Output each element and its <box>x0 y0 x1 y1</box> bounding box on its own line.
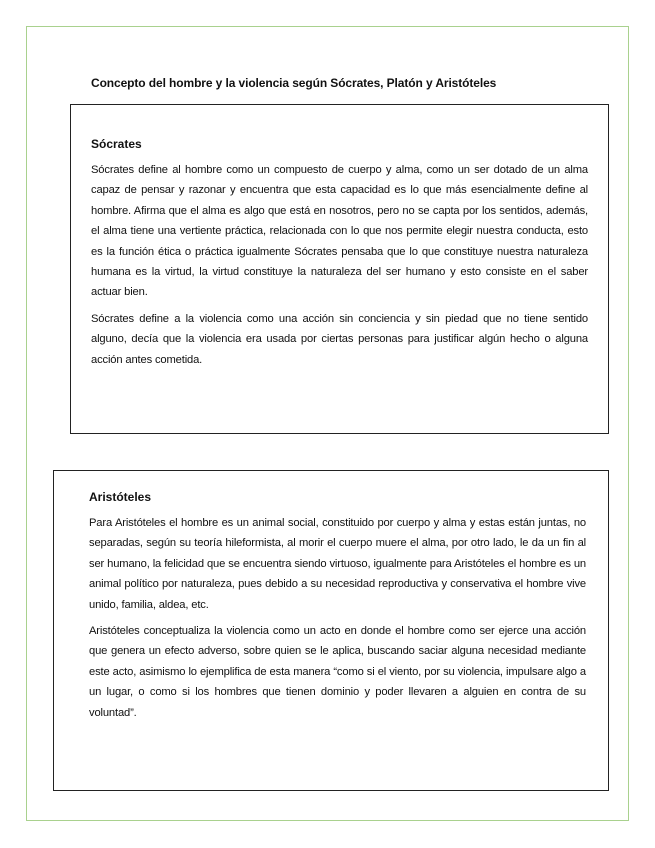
socrates-paragraph-2: Sócrates define a la violencia como una acción sin conciencia y sin piedad que no tiene sentido alguno, decía que la violencia era usada por ciertas personas para justificar algún hecho o alguna acción antes cometida. <box>91 312 588 366</box>
socrates-heading: Sócrates <box>91 137 142 151</box>
socrates-section <box>70 104 609 434</box>
aristoteles-heading: Aristóteles <box>89 490 152 504</box>
socrates-paragraph-1: Sócrates define al hombre como un compuesto de cuerpo y alma, como un ser dotado de un alma capaz de pensar y razonar y encuentra que esta capacidad es lo que más esencialmente define al hombre. Afirma que el alma es algo que está en nosotros, pero no se capta por los sentidos, además, el alma tiene una vertiente práctica, relacionada con lo que nos permite elegir nuestra conducta, esto es la función ética o práctica igualmente Sócrates pensaba que lo que constituye nuestra naturaleza humana es la virtud, la virtud constituye la naturaleza del ser humano y esto consiste en el saber actuar bien. <box>91 164 588 299</box>
document-title: Concepto del hombre y la violencia según Sócrates, Platón y Aristóteles <box>91 76 497 90</box>
aristoteles-paragraph-1: Para Aristóteles el hombre es un animal social, constituido por cuerpo y alma y estas están juntas, no separadas, según su teoría hileformista, al morir el cuerpo muere el alma, por otro lado, le da un fin al ser humano, la felicidad que se encuentra siendo virtuoso, igualmente para Aristóteles el hombre es un animal político por naturaleza, pues debido a su necesidad reproductiva y conservativa el hombre vive unido, familia, aldea, etc. <box>89 517 586 611</box>
aristoteles-paragraph-2: Aristóteles conceptualiza la violencia como un acto en donde el hombre como ser ejerce una acción que genera un efecto adverso, sobre quien se le aplica, buscando saciar alguna necesidad mediante este acto, asimismo lo ejemplifica de esta manera “como si el viento, por su violencia, impulsare algo a un lugar, o como si los hombres que tienen dominio y poder llevaren a alguien en contra de su voluntad”. <box>89 625 586 719</box>
aristoteles-section <box>53 470 609 791</box>
